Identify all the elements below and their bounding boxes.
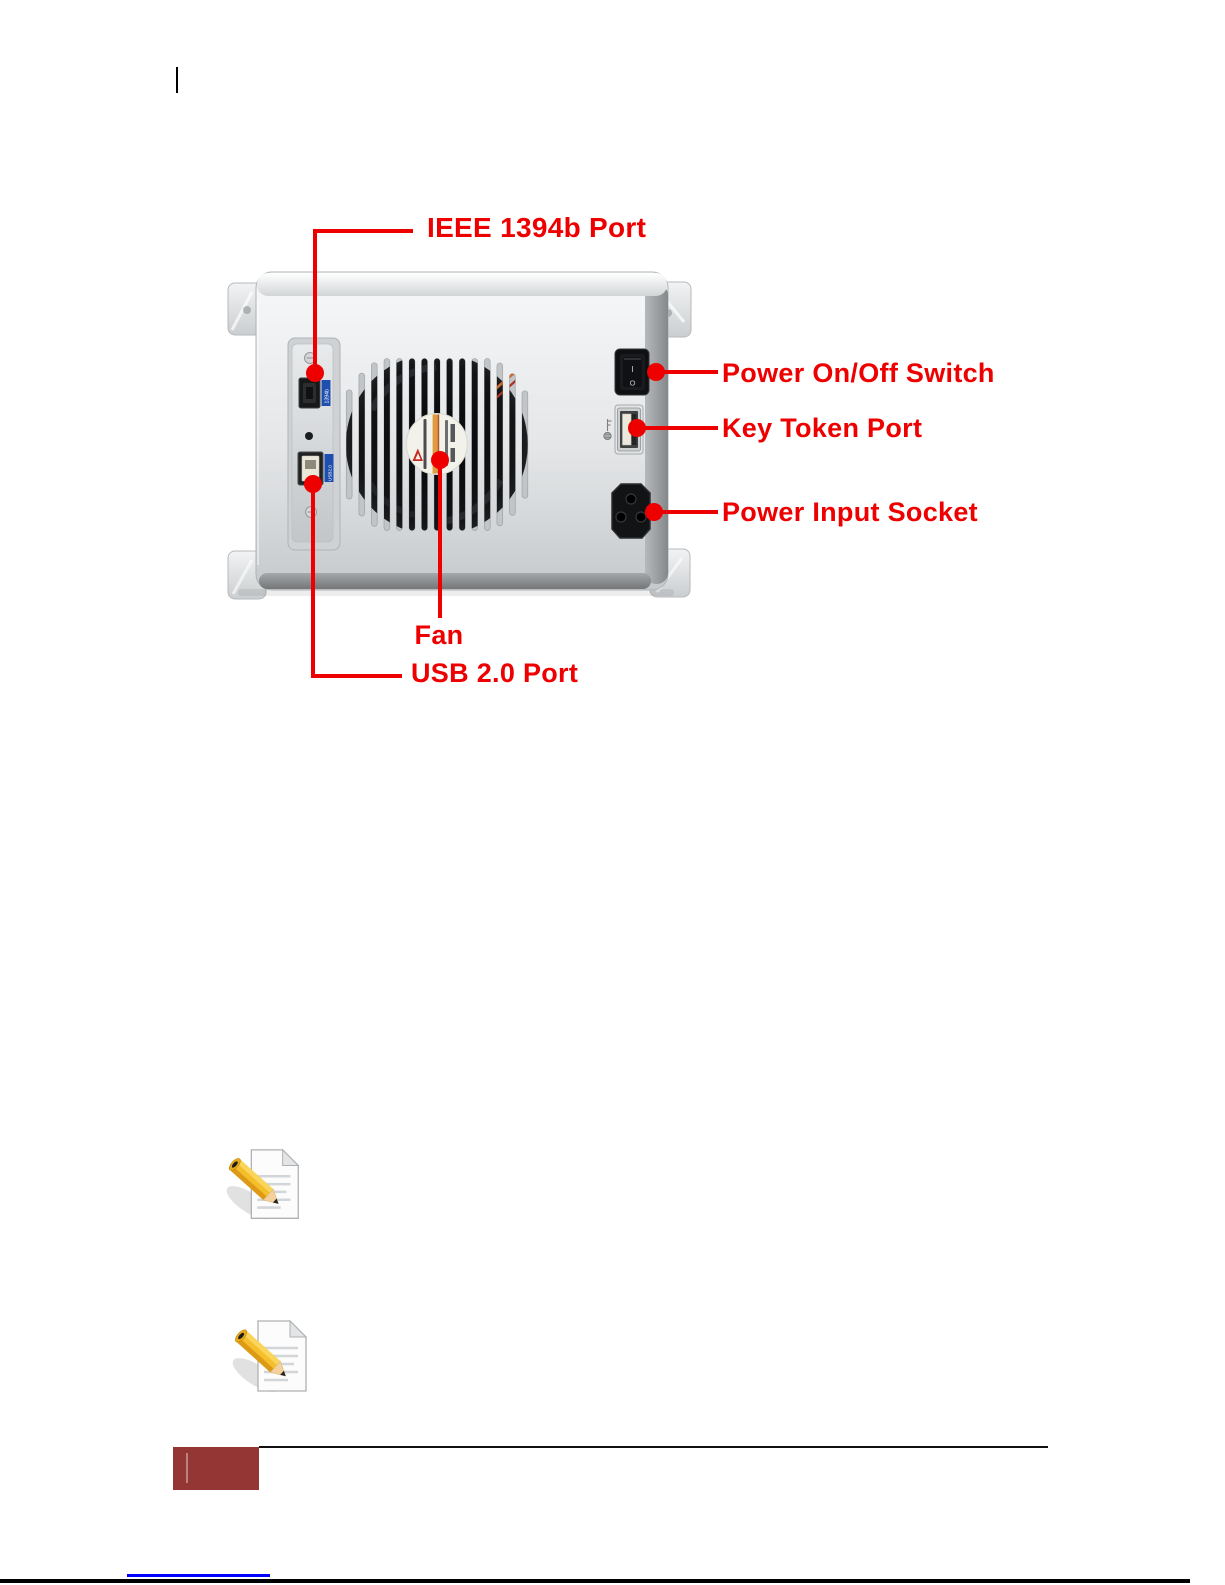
page-number-block-line [186,1453,188,1483]
callout-dot-ieee1394b [306,364,324,382]
label-ieee1394b-port: IEEE 1394b Port [427,212,647,243]
note-icon-1 [222,1144,310,1232]
label-key-token-port: Key Token Port [722,413,923,443]
usb-sticker-text: USB2.0 [327,465,333,481]
callout-line-fan [438,460,442,618]
ieee1394b-port [299,378,331,408]
note-pencil-icon [228,1315,318,1405]
label-power-input-socket: Power Input Socket [722,497,978,527]
ieee1394b-sticker-text: 1394b [324,389,331,404]
device-rear-photo [220,262,698,607]
chassis-side-panel [645,284,668,584]
callout-line-ieee1394b-v [313,229,317,372]
window-bottom-edge [0,1579,1190,1583]
label-fan: Fan [414,620,464,650]
note-pencil-icon [222,1144,310,1232]
callout-line-power-input [654,510,718,514]
callout-dot-power-switch [647,363,665,381]
label-power-switch: Power On/Off Switch [722,358,995,388]
panel-hole [305,432,313,440]
note-icon-2 [228,1315,318,1405]
power-switch [615,349,649,395]
callout-line-power-switch [656,370,718,374]
switch-on-glyph: I [631,365,634,374]
footer-link-underline [127,1574,270,1577]
callout-line-usb-h [311,674,402,678]
switch-off-glyph: O [629,378,636,388]
chassis-bottom-edge [259,573,651,589]
footer-rule [259,1446,1048,1448]
fan-grille [346,354,528,536]
text-cursor-caret [176,67,178,93]
callout-line-ieee1394b-h [313,229,413,233]
callout-line-key-token [637,426,718,430]
chassis-top-edge [257,273,667,296]
label-usb-port: USB 2.0 Port [411,658,579,688]
callout-dot-power-input [645,503,663,521]
callout-dot-key-token [628,419,646,437]
callout-line-usb-v [311,484,315,677]
